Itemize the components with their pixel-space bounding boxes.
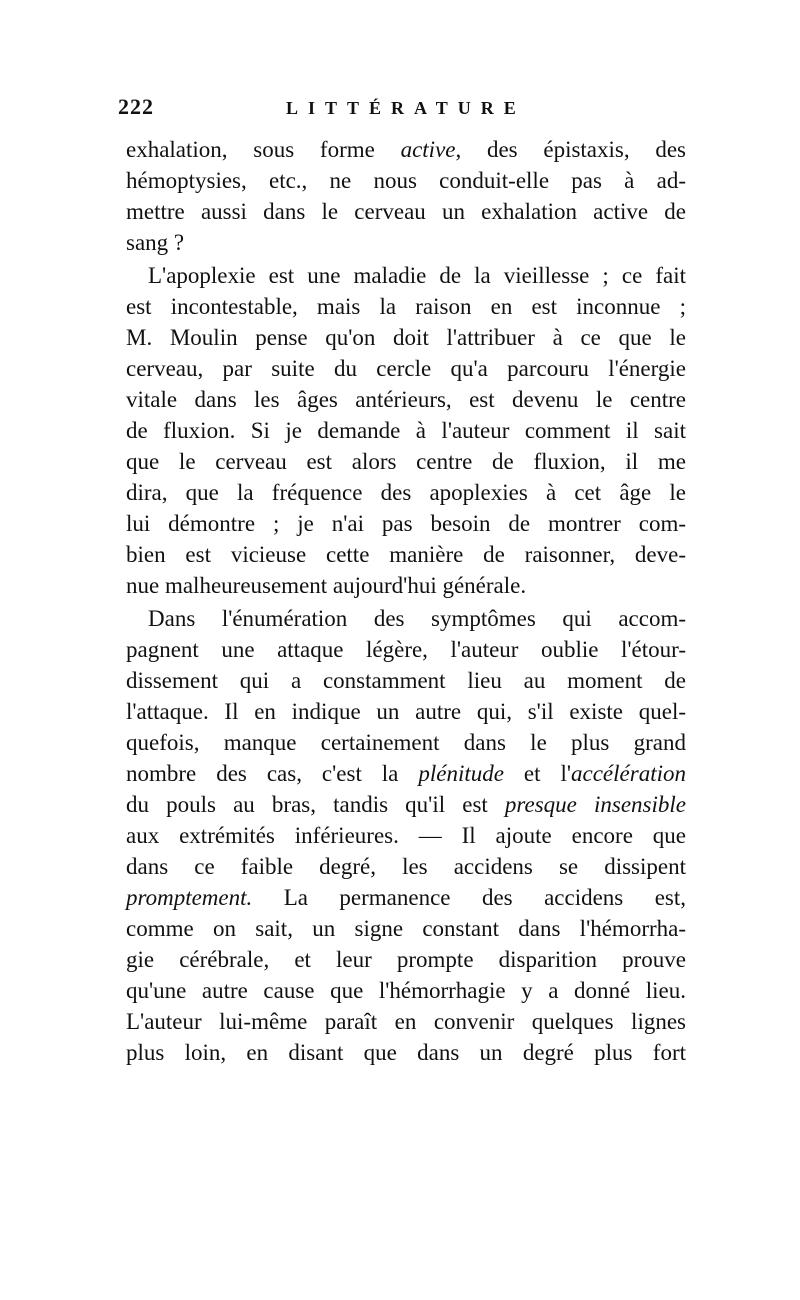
- text-line: L'apoplexie est une maladie de la vieillesse ; ce fait: [148, 263, 686, 288]
- page-number: 222: [118, 94, 154, 119]
- text-line: promptement. La permanence des accidens est,: [126, 885, 686, 910]
- text-line: exhalation, sous forme active, des épistaxis, des: [126, 137, 686, 162]
- text-line: vitale dans les âges antérieurs, est devenu le centre: [126, 387, 686, 412]
- text-line: sang ?: [126, 230, 185, 255]
- text-line: plus loin, en disant que dans un degré plus fort: [126, 1040, 686, 1065]
- text-line: pagnent une attaque légère, l'auteur oublie l'étour-: [126, 637, 686, 662]
- text-line: L'auteur lui-même paraît en convenir quelques lignes: [126, 1009, 686, 1034]
- text-line: du pouls au bras, tandis qu'il est presque insensible: [126, 792, 686, 817]
- body-text: [126, 134, 686, 1068]
- text-line: qu'une autre cause que l'hémorrhagie y a donné lieu.: [126, 978, 686, 1003]
- text-line: cerveau, par suite du cercle qu'a parcouru l'énergie: [126, 356, 686, 381]
- text-line: lui démontre ; je n'ai pas besoin de montrer com-: [126, 511, 686, 536]
- text-line: gie cérébrale, et leur prompte disparition prouve: [126, 947, 686, 972]
- text-line: l'attaque. Il en indique un autre qui, s'il existe quel-: [126, 699, 686, 724]
- text-line: aux extrémités inférieures. — Il ajoute encore que: [126, 823, 686, 848]
- text-line: Dans l'énumération des symptômes qui accom-: [148, 606, 686, 631]
- text-line: bien est vicieuse cette manière de raisonner, deve-: [126, 542, 686, 567]
- text-line: M. Moulin pense qu'on doit l'attribuer à ce que le: [126, 325, 686, 350]
- text-line: que le cerveau est alors centre de fluxion, il me: [126, 449, 686, 474]
- text-line: comme on sait, un signe constant dans l'hémorrha-: [126, 916, 686, 941]
- text-line: dans ce faible degré, les accidens se dissipent: [126, 854, 686, 879]
- page-header: [118, 94, 678, 124]
- text-line: nombre des cas, c'est la plénitude et l'accélération: [126, 761, 686, 786]
- running-head: LITTÉRATURE: [286, 98, 526, 118]
- text-line: dira, que la fréquence des apoplexies à cet âge le: [126, 480, 686, 505]
- text-line: est incontestable, mais la raison en est inconnue ;: [126, 294, 686, 319]
- text-line: nue malheureusement aujourd'hui générale.: [126, 573, 527, 598]
- text-line: dissement qui a constamment lieu au moment de: [126, 668, 686, 693]
- text-line: mettre aussi dans le cerveau un exhalation active de: [126, 199, 686, 224]
- text-line: de fluxion. Si je demande à l'auteur comment il sait: [126, 418, 686, 443]
- text-line: quefois, manque certainement dans le plus grand: [126, 730, 686, 755]
- text-line: hémoptysies, etc., ne nous conduit-elle pas à ad-: [126, 168, 686, 193]
